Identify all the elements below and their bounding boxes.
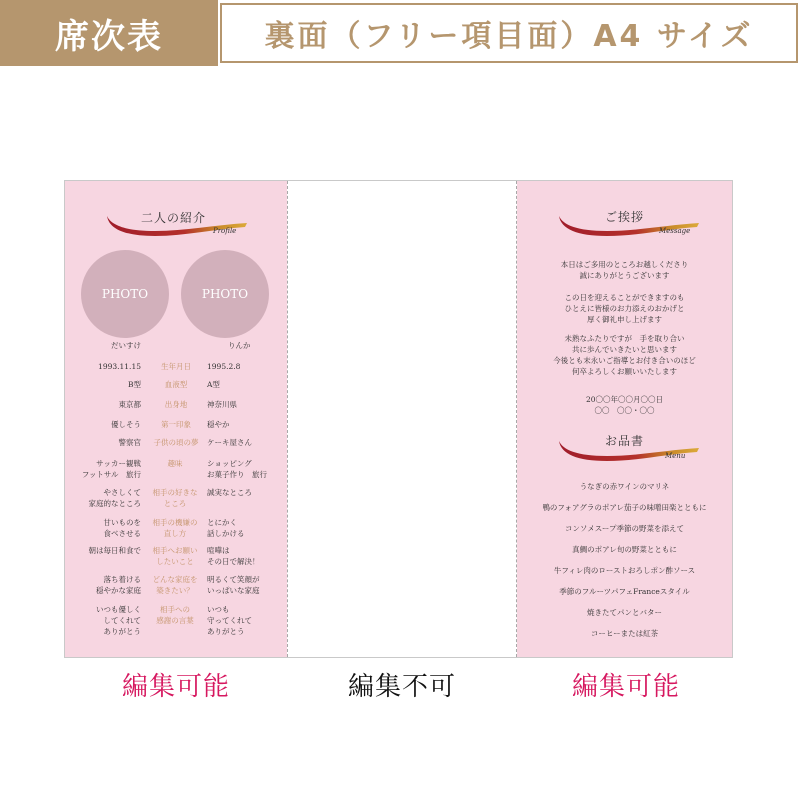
editable-label-right: 編集可能 — [571, 672, 680, 702]
bride-value-line: ショッピング — [207, 459, 252, 468]
groom-value: 1993.11.15 — [98, 362, 141, 371]
menu-item: 牛フィレ肉のローストおろしポン酢ソース — [553, 566, 696, 575]
profile-row-label-line: 趣味 — [167, 459, 183, 468]
profile-row-label — [142, 545, 208, 567]
greeting-line: 今後とも末永いご指導とお付き合いのほど — [553, 356, 696, 365]
center-panel — [288, 181, 516, 657]
bride-value-line: 喧嘩は — [207, 546, 230, 555]
greeting-line: ひとえに皆様のお力添えのおかげと — [564, 304, 685, 313]
groom-value: 東京都 — [118, 400, 141, 409]
bride-value — [207, 517, 245, 539]
groom-value-line: やさしくて — [103, 488, 141, 497]
non-editable-label: 編集不可 — [347, 672, 456, 702]
bride-value-line: 話しかける — [207, 529, 245, 538]
groom-value — [89, 487, 142, 509]
profile-row-label-line: 直し方 — [163, 529, 187, 538]
groom-value-line: 食べさせる — [103, 529, 141, 538]
profile-heading-text: 二人の紹介 — [141, 211, 207, 225]
bride-value — [207, 604, 252, 637]
bride-value-line: とにかく — [207, 518, 237, 527]
bride-value — [207, 574, 260, 596]
greeting-line: 未熟なふたりですが 手を取り合い — [564, 334, 685, 343]
profile-row-label-line: 相手への — [160, 605, 190, 614]
groom-value-line: 甘いものを — [103, 518, 141, 527]
profile-heading-sub: Profile — [213, 227, 237, 235]
groom-value — [96, 574, 141, 596]
groom-value-line: 穏やかな家庭 — [96, 586, 141, 595]
groom-value-line: ありがとう — [103, 627, 141, 636]
greeting-line: 共に歩んでいきたいと思います — [572, 345, 677, 354]
profile-row-label-line: 感謝の言葉 — [156, 616, 194, 625]
bride-value-line: 守ってくれて — [207, 616, 252, 625]
groom-value: 優しそう — [111, 420, 141, 429]
groom-value: 警察官 — [118, 438, 141, 447]
menu-item: 焼きたてパンとバター — [587, 608, 662, 617]
profile-row-label-line: 築きたい？ — [156, 586, 194, 595]
profile-row-label-line: ところ — [163, 499, 187, 508]
groom-value — [104, 517, 142, 539]
bride-value — [207, 487, 252, 498]
profile-row-label — [142, 487, 208, 509]
bride-value-line: お菓子作り 旅行 — [207, 470, 267, 479]
greeting-line: 何卒よろしくお願いいたします — [572, 367, 677, 376]
profile-row-label-line: どんな家庭を — [152, 575, 198, 584]
page-title: 裏面（フリー項目面）A4 サイズ — [220, 3, 798, 63]
profile-row-label — [142, 517, 208, 539]
bride-value: 神奈川県 — [207, 400, 237, 409]
profile-row-label: 出身地 — [164, 400, 188, 409]
greeting-names: 〇〇 〇〇・〇〇 — [594, 406, 655, 415]
menu-item: コーヒーまたは紅茶 — [590, 629, 659, 638]
bride-value-line: いっぱいな家庭 — [207, 586, 260, 595]
groom-value-line: 落ち着ける — [103, 575, 141, 584]
profile-row-label — [142, 574, 208, 596]
groom-value-line: 家庭的なところ — [88, 499, 141, 508]
greeting-heading-text: ご挨拶 — [605, 210, 645, 224]
profile-row-label — [142, 458, 208, 469]
photo-placeholder-bride[interactable]: PHOTO — [181, 250, 269, 338]
profile-row-label-line: したいこと — [156, 557, 194, 566]
bride-value-line: ありがとう — [207, 627, 245, 636]
bride-value-line: いつも — [207, 605, 230, 614]
bride-value — [207, 458, 267, 480]
menu-heading — [557, 430, 707, 470]
editable-label-left: 編集可能 — [121, 672, 230, 702]
groom-value — [89, 545, 142, 556]
menu-item: 季節のフルーツパフェFranceスタイル — [559, 587, 690, 596]
greeting-line: この日を迎えることができますのも — [564, 293, 685, 302]
groom-value — [82, 458, 141, 480]
greeting-heading-sub: Message — [659, 227, 691, 235]
profile-row-label-line: 相手の機嫌の — [152, 518, 198, 527]
profile-row-label: 第一印象 — [161, 420, 191, 429]
profile-row-label: 血液型 — [164, 380, 188, 389]
profile-row-label-line: 相手の好きな — [152, 488, 198, 497]
menu-item: 鴨のフォアグラのポアレ茄子の味噌田楽とともに — [542, 503, 707, 512]
profile-row-label: 生年月日 — [161, 362, 191, 371]
photo-placeholder-groom[interactable]: PHOTO — [81, 250, 169, 338]
greeting-line: 厚く御礼申し上げます — [587, 315, 662, 324]
category-tag: 席次表 — [0, 0, 218, 66]
bride-value-line: その日で解決！ — [207, 557, 260, 566]
groom-value-line: サッカー観戦 — [96, 459, 141, 468]
bride-value — [207, 545, 260, 567]
bride-value-line: 明るくて笑顔が — [207, 575, 260, 584]
fold-line-left — [287, 181, 288, 657]
profile-row-label-line: 相手へお願い — [152, 546, 198, 555]
groom-value — [96, 604, 141, 637]
greeting-line: 本日はご多用のところお越しくださり — [560, 260, 689, 269]
groom-name: だいすけ — [111, 341, 141, 350]
groom-value-line: いつも優しく — [96, 605, 141, 614]
bride-value: 穏やか — [207, 420, 230, 429]
profile-row-label: 子供の頃の夢 — [153, 438, 199, 447]
groom-value-line: フットサル 旅行 — [81, 470, 141, 479]
greeting-line: 誠にありがとうございます — [579, 271, 670, 280]
menu-item: うなぎの赤ワインのマリネ — [579, 482, 670, 491]
menu-item: 真鯛のポアレ旬の野菜とともに — [572, 545, 677, 554]
profile-row-label — [142, 604, 208, 626]
greeting-heading — [557, 205, 707, 245]
menu-heading-sub: Menu — [665, 452, 686, 460]
bride-value-line: 誠実なところ — [207, 488, 252, 497]
bride-name: りんか — [228, 341, 251, 350]
menu-item: コンソメスープ季節の野菜を添えて — [564, 524, 685, 533]
menu-heading-text: お品書 — [605, 434, 645, 448]
profile-heading — [105, 205, 255, 245]
bride-value: 1995.2.8 — [207, 362, 241, 371]
groom-value: B型 — [127, 380, 141, 389]
bride-value: ケーキ屋さん — [207, 438, 252, 447]
groom-value-line: してくれて — [103, 616, 141, 625]
bride-value: A型 — [207, 380, 220, 389]
groom-value-line: 朝は毎日和食で — [88, 546, 141, 555]
greeting-date: 20〇〇年〇〇月〇〇日 — [585, 395, 664, 404]
